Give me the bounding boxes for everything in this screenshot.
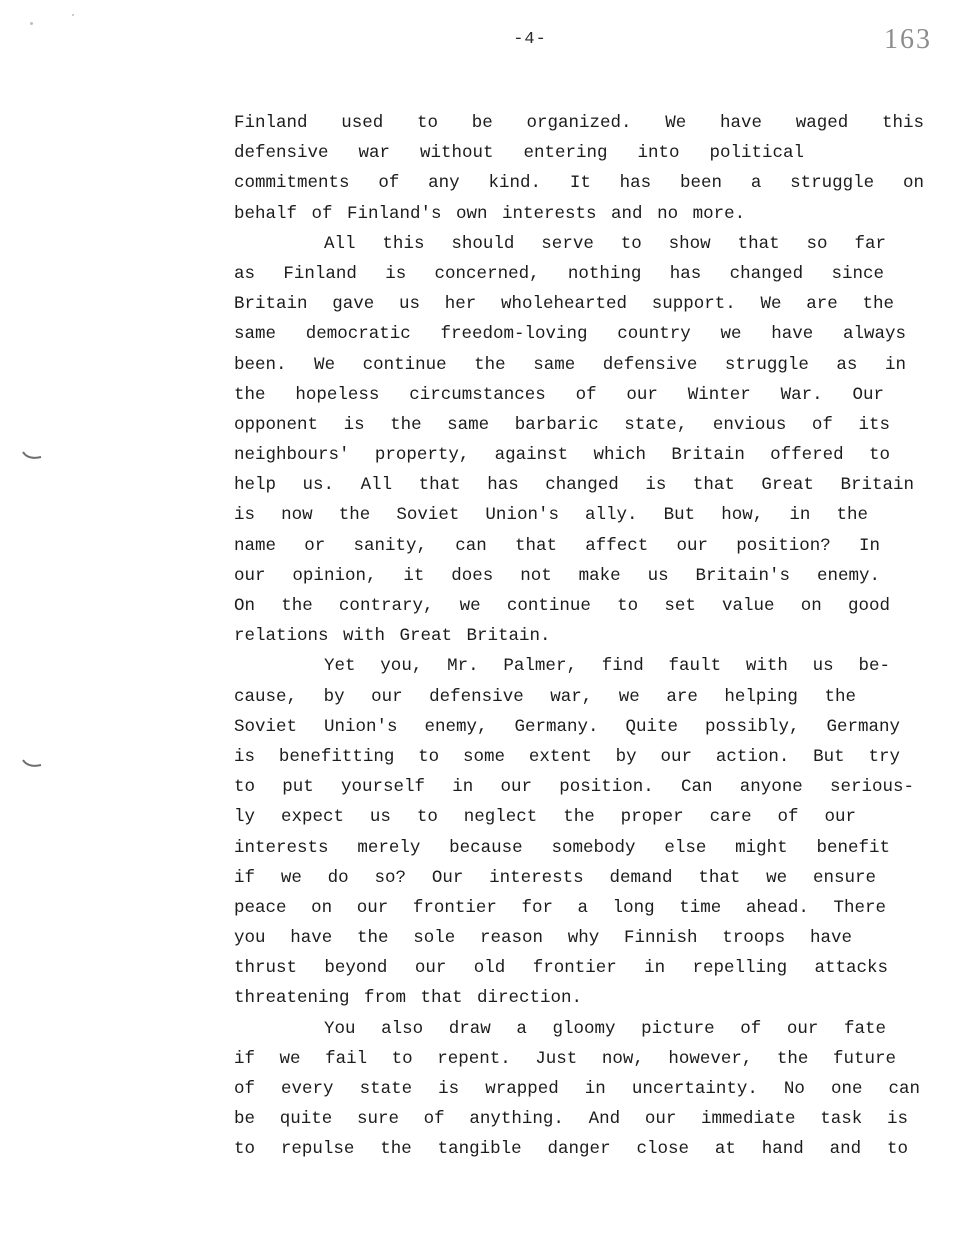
text-line: peace on our frontier for a long time ahead. There	[234, 897, 886, 918]
text-line: been. We continue the same defensive struggle as in	[234, 354, 906, 375]
text-line: You also draw a gloomy picture of our fate	[324, 1018, 886, 1039]
text-line: threatening from that direction.	[234, 988, 583, 1009]
text-line: Britain gave us her wholehearted support. We are the	[234, 294, 894, 315]
text-line: help us. All that has changed is that Great Britain	[234, 475, 914, 496]
text-line: interests merely because somebody else might benefit	[234, 837, 890, 858]
text-line: of every state is wrapped in uncertainty. No one can	[234, 1079, 920, 1099]
text-line: to put yourself in our position. Can anyone serious-	[234, 777, 914, 798]
text-line: is now the Soviet Union's ally. But how, in the	[234, 505, 868, 526]
text-line: as Finland is concerned, nothing has changed since	[234, 263, 884, 284]
text-line: to repulse the tangible danger close at hand and to	[234, 1139, 908, 1160]
text-line: commitments of any kind. It has been a struggle on	[234, 173, 924, 194]
margin-tick-mark	[22, 448, 42, 462]
text-line: neighbours' property, against which Britain offered to	[234, 445, 890, 466]
text-line: behalf of Finland's own interests and no more.	[234, 203, 746, 224]
text-line: Soviet Union's enemy, Germany. Quite possibly, Germany	[234, 716, 900, 737]
archive-stamp-number: 163	[884, 24, 932, 55]
text-line: On the contrary, we continue to set value on good	[234, 596, 890, 616]
text-line: opponent is the same barbaric state, envious of its	[234, 414, 890, 435]
page-number: -4-	[513, 30, 547, 49]
text-line: defensive war without entering into political	[234, 143, 804, 164]
text-line: All this should serve to show that so far	[324, 233, 886, 254]
text-line: same democratic freedom-loving country we have always	[234, 324, 906, 345]
text-line: thrust beyond our old frontier in repelling attacks	[234, 958, 888, 979]
paper-speck	[72, 14, 74, 16]
paper-speck	[30, 22, 33, 25]
text-line: if we do so? Our interests demand that we ensure	[234, 867, 876, 888]
text-line: our opinion, it does not make us Britain's enemy.	[234, 565, 880, 586]
text-line: if we fail to repent. Just now, however, the future	[234, 1048, 896, 1069]
text-line: Finland used to be organized. We have waged this	[234, 113, 924, 133]
text-line: name or sanity, can that affect our position? In	[234, 535, 880, 556]
letter-body	[234, 108, 924, 1165]
text-line: you have the sole reason why Finnish troops have	[234, 928, 852, 949]
text-line: relations with Great Britain.	[234, 626, 551, 647]
text-line: the hopeless circumstances of our Winter War. Our	[234, 384, 884, 405]
text-line: cause, by our defensive war, we are helping the	[234, 686, 856, 707]
text-line: be quite sure of anything. And our immediate task is	[234, 1109, 908, 1130]
text-line: Yet you, Mr. Palmer, find fault with us be-	[324, 656, 890, 677]
text-line: is benefitting to some extent by our action. But try	[234, 746, 900, 767]
margin-tick-mark	[22, 757, 42, 771]
text-line: ly expect us to neglect the proper care of our	[234, 807, 856, 828]
